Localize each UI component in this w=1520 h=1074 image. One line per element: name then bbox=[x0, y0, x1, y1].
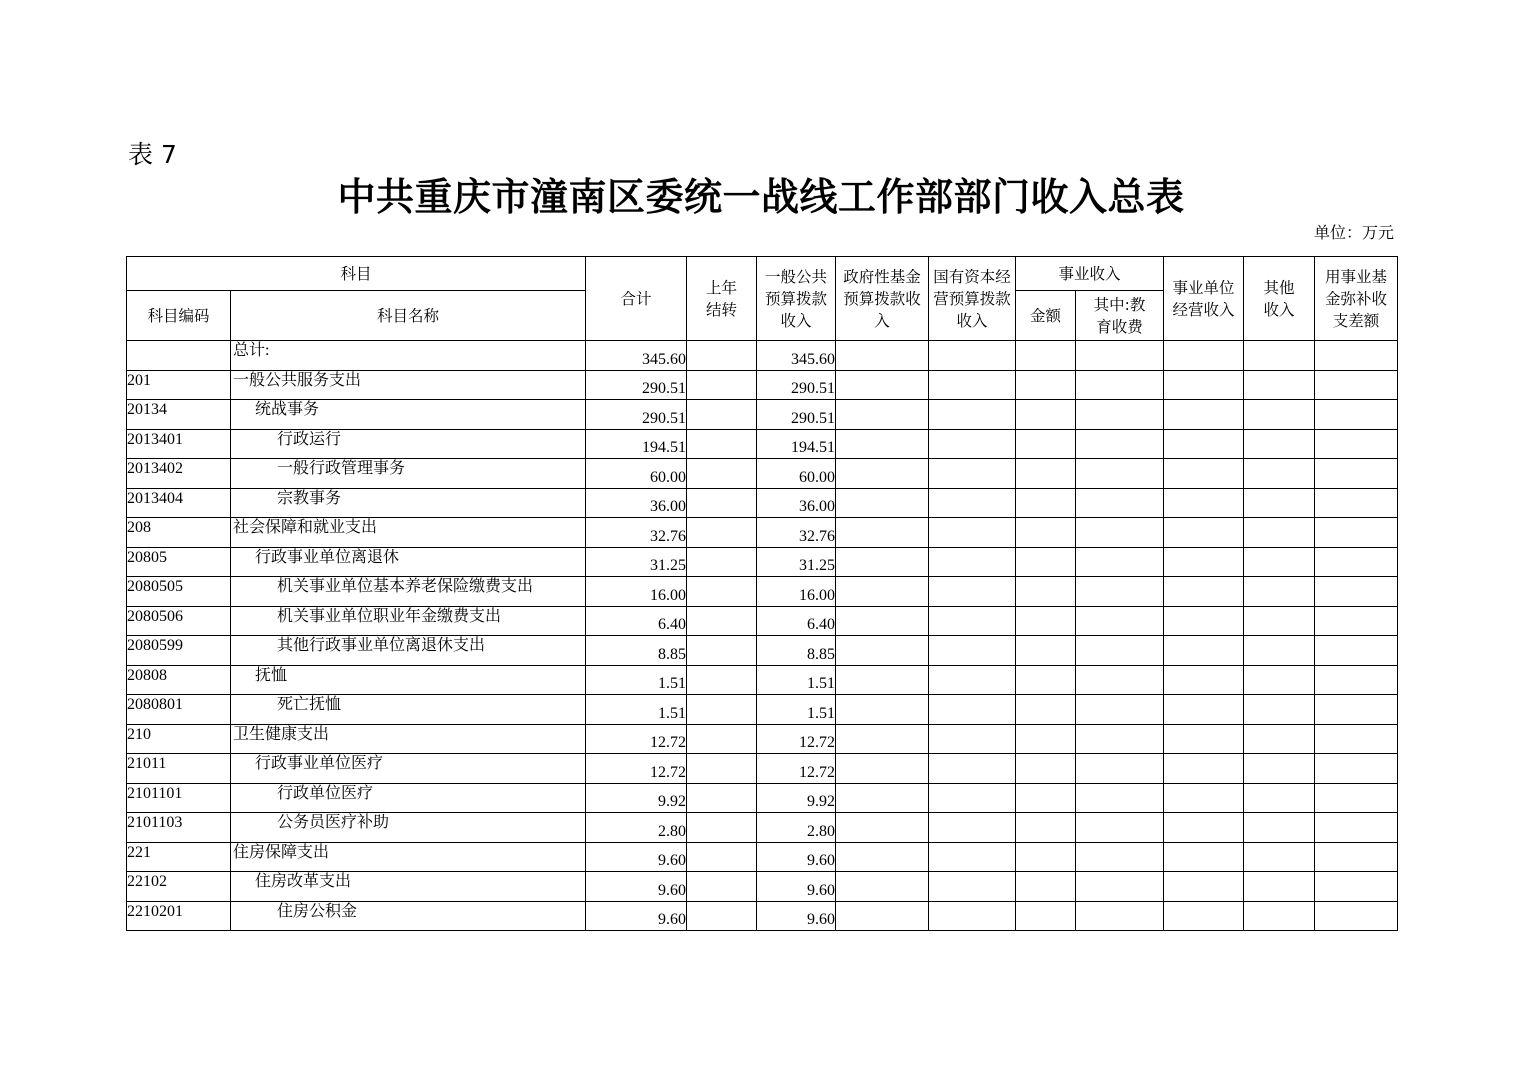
cell-ps-amount bbox=[1016, 488, 1076, 518]
income-summary-table bbox=[126, 256, 1398, 931]
cell-other-income bbox=[1244, 488, 1315, 518]
cell-general-budget: 9.60 bbox=[757, 872, 836, 902]
cell-general-budget: 32.76 bbox=[757, 518, 836, 548]
cell-subject-name: 卫生健康支出 bbox=[231, 724, 586, 754]
cell-ps-amount bbox=[1016, 518, 1076, 548]
cell-other-income bbox=[1244, 341, 1315, 371]
cell-subject-code: 20134 bbox=[127, 400, 231, 430]
header-gov-fund: 政府性基金预算拨款收入 bbox=[836, 257, 929, 341]
cell-carryover bbox=[687, 547, 757, 577]
cell-state-capital bbox=[929, 724, 1016, 754]
cell-gov-fund bbox=[836, 429, 929, 459]
cell-state-capital bbox=[929, 665, 1016, 695]
cell-ps-edu-fee bbox=[1076, 429, 1164, 459]
table-body bbox=[127, 341, 1398, 931]
cell-total: 9.60 bbox=[586, 901, 687, 931]
cell-operating-income bbox=[1164, 606, 1244, 636]
cell-total: 1.51 bbox=[586, 695, 687, 725]
table-row bbox=[127, 577, 1398, 607]
cell-subject-code: 2080505 bbox=[127, 577, 231, 607]
cell-fund-offset bbox=[1315, 341, 1398, 371]
header-other-income: 其他收入 bbox=[1244, 257, 1315, 341]
cell-total: 194.51 bbox=[586, 429, 687, 459]
cell-gov-fund bbox=[836, 783, 929, 813]
cell-ps-amount bbox=[1016, 341, 1076, 371]
header-ps-edu-fee: 其中:教育收费 bbox=[1076, 291, 1164, 341]
cell-state-capital bbox=[929, 636, 1016, 666]
cell-subject-name: 总计: bbox=[231, 341, 586, 371]
header-subject: 科目 bbox=[127, 257, 586, 291]
cell-fund-offset bbox=[1315, 370, 1398, 400]
cell-carryover bbox=[687, 754, 757, 784]
cell-state-capital bbox=[929, 842, 1016, 872]
table-row bbox=[127, 606, 1398, 636]
cell-operating-income bbox=[1164, 400, 1244, 430]
cell-subject-code: 2013401 bbox=[127, 429, 231, 459]
cell-gov-fund bbox=[836, 872, 929, 902]
cell-fund-offset bbox=[1315, 695, 1398, 725]
cell-subject-code: 208 bbox=[127, 518, 231, 548]
cell-ps-edu-fee bbox=[1076, 901, 1164, 931]
cell-gov-fund bbox=[836, 665, 929, 695]
cell-gov-fund bbox=[836, 842, 929, 872]
cell-general-budget: 290.51 bbox=[757, 370, 836, 400]
cell-carryover bbox=[687, 636, 757, 666]
cell-operating-income bbox=[1164, 459, 1244, 489]
cell-subject-code: 2210201 bbox=[127, 901, 231, 931]
cell-fund-offset bbox=[1315, 724, 1398, 754]
cell-general-budget: 9.60 bbox=[757, 842, 836, 872]
header-carryover: 上年结转 bbox=[687, 257, 757, 341]
cell-ps-amount bbox=[1016, 370, 1076, 400]
cell-operating-income bbox=[1164, 577, 1244, 607]
table-row bbox=[127, 488, 1398, 518]
cell-carryover bbox=[687, 341, 757, 371]
cell-carryover bbox=[687, 488, 757, 518]
cell-subject-code: 22102 bbox=[127, 872, 231, 902]
cell-ps-amount bbox=[1016, 665, 1076, 695]
cell-other-income bbox=[1244, 518, 1315, 548]
table-row bbox=[127, 724, 1398, 754]
cell-fund-offset bbox=[1315, 754, 1398, 784]
cell-subject-code: 2080599 bbox=[127, 636, 231, 666]
cell-other-income bbox=[1244, 370, 1315, 400]
cell-total: 6.40 bbox=[586, 606, 687, 636]
cell-total: 1.51 bbox=[586, 665, 687, 695]
cell-other-income bbox=[1244, 901, 1315, 931]
cell-subject-name: 机关事业单位职业年金缴费支出 bbox=[231, 606, 586, 636]
cell-subject-name: 行政运行 bbox=[231, 429, 586, 459]
cell-gov-fund bbox=[836, 547, 929, 577]
cell-subject-code: 21011 bbox=[127, 754, 231, 784]
cell-total: 32.76 bbox=[586, 518, 687, 548]
cell-subject-name: 行政单位医疗 bbox=[231, 783, 586, 813]
cell-general-budget: 16.00 bbox=[757, 577, 836, 607]
cell-operating-income bbox=[1164, 341, 1244, 371]
cell-fund-offset bbox=[1315, 872, 1398, 902]
cell-subject-name: 住房保障支出 bbox=[231, 842, 586, 872]
cell-ps-edu-fee bbox=[1076, 842, 1164, 872]
cell-fund-offset bbox=[1315, 901, 1398, 931]
cell-gov-fund bbox=[836, 370, 929, 400]
cell-operating-income bbox=[1164, 488, 1244, 518]
cell-general-budget: 60.00 bbox=[757, 459, 836, 489]
cell-operating-income bbox=[1164, 872, 1244, 902]
cell-subject-name: 其他行政事业单位离退休支出 bbox=[231, 636, 586, 666]
cell-ps-edu-fee bbox=[1076, 813, 1164, 843]
cell-other-income bbox=[1244, 429, 1315, 459]
cell-subject-name: 统战事务 bbox=[231, 400, 586, 430]
cell-state-capital bbox=[929, 872, 1016, 902]
cell-ps-edu-fee bbox=[1076, 754, 1164, 784]
cell-subject-code: 210 bbox=[127, 724, 231, 754]
cell-operating-income bbox=[1164, 901, 1244, 931]
cell-fund-offset bbox=[1315, 636, 1398, 666]
cell-general-budget: 9.60 bbox=[757, 901, 836, 931]
cell-gov-fund bbox=[836, 577, 929, 607]
cell-operating-income bbox=[1164, 547, 1244, 577]
cell-ps-amount bbox=[1016, 783, 1076, 813]
cell-operating-income bbox=[1164, 665, 1244, 695]
cell-carryover bbox=[687, 724, 757, 754]
cell-general-budget: 1.51 bbox=[757, 695, 836, 725]
cell-general-budget: 2.80 bbox=[757, 813, 836, 843]
cell-carryover bbox=[687, 606, 757, 636]
cell-subject-code: 2013404 bbox=[127, 488, 231, 518]
cell-state-capital bbox=[929, 341, 1016, 371]
cell-ps-amount bbox=[1016, 813, 1076, 843]
cell-total: 8.85 bbox=[586, 636, 687, 666]
cell-carryover bbox=[687, 665, 757, 695]
cell-ps-edu-fee bbox=[1076, 341, 1164, 371]
header-fund-offset: 用事业基金弥补收支差额 bbox=[1315, 257, 1398, 341]
cell-fund-offset bbox=[1315, 488, 1398, 518]
header-operating-income: 事业单位经营收入 bbox=[1164, 257, 1244, 341]
cell-other-income bbox=[1244, 842, 1315, 872]
header-public-service-income: 事业收入 bbox=[1016, 257, 1164, 291]
cell-other-income bbox=[1244, 724, 1315, 754]
cell-state-capital bbox=[929, 370, 1016, 400]
cell-state-capital bbox=[929, 695, 1016, 725]
cell-subject-code: 2080506 bbox=[127, 606, 231, 636]
cell-subject-name: 死亡抚恤 bbox=[231, 695, 586, 725]
cell-gov-fund bbox=[836, 341, 929, 371]
cell-subject-name: 行政事业单位离退休 bbox=[231, 547, 586, 577]
table-row bbox=[127, 695, 1398, 725]
cell-total: 9.60 bbox=[586, 872, 687, 902]
cell-ps-edu-fee bbox=[1076, 636, 1164, 666]
cell-total: 290.51 bbox=[586, 370, 687, 400]
cell-general-budget: 9.92 bbox=[757, 783, 836, 813]
table-number: 表 7 bbox=[128, 140, 177, 169]
cell-ps-amount bbox=[1016, 577, 1076, 607]
cell-state-capital bbox=[929, 901, 1016, 931]
cell-ps-amount bbox=[1016, 459, 1076, 489]
cell-fund-offset bbox=[1315, 400, 1398, 430]
cell-subject-code: 2080801 bbox=[127, 695, 231, 725]
unit-label: 单位：万元 bbox=[1313, 223, 1394, 242]
cell-other-income bbox=[1244, 695, 1315, 725]
cell-ps-amount bbox=[1016, 842, 1076, 872]
table-row bbox=[127, 813, 1398, 843]
cell-other-income bbox=[1244, 813, 1315, 843]
cell-other-income bbox=[1244, 400, 1315, 430]
cell-state-capital bbox=[929, 429, 1016, 459]
cell-general-budget: 12.72 bbox=[757, 754, 836, 784]
cell-fund-offset bbox=[1315, 577, 1398, 607]
cell-ps-edu-fee bbox=[1076, 577, 1164, 607]
cell-gov-fund bbox=[836, 400, 929, 430]
table-row bbox=[127, 370, 1398, 400]
cell-ps-edu-fee bbox=[1076, 370, 1164, 400]
cell-ps-edu-fee bbox=[1076, 606, 1164, 636]
cell-subject-code: 20805 bbox=[127, 547, 231, 577]
cell-state-capital bbox=[929, 488, 1016, 518]
cell-other-income bbox=[1244, 459, 1315, 489]
header-ps-amount: 金额 bbox=[1016, 291, 1076, 341]
cell-subject-name: 社会保障和就业支出 bbox=[231, 518, 586, 548]
cell-operating-income bbox=[1164, 783, 1244, 813]
cell-fund-offset bbox=[1315, 459, 1398, 489]
cell-subject-code: 2101101 bbox=[127, 783, 231, 813]
cell-subject-name: 机关事业单位基本养老保险缴费支出 bbox=[231, 577, 586, 607]
cell-ps-amount bbox=[1016, 547, 1076, 577]
table-row bbox=[127, 518, 1398, 548]
cell-other-income bbox=[1244, 577, 1315, 607]
cell-ps-edu-fee bbox=[1076, 872, 1164, 902]
cell-fund-offset bbox=[1315, 665, 1398, 695]
cell-ps-amount bbox=[1016, 754, 1076, 784]
cell-other-income bbox=[1244, 606, 1315, 636]
cell-ps-amount bbox=[1016, 606, 1076, 636]
cell-subject-name: 行政事业单位医疗 bbox=[231, 754, 586, 784]
cell-total: 290.51 bbox=[586, 400, 687, 430]
cell-fund-offset bbox=[1315, 842, 1398, 872]
cell-total: 16.00 bbox=[586, 577, 687, 607]
document-title: 中共重庆市潼南区委统一战线工作部部门收入总表 bbox=[337, 174, 1185, 219]
cell-fund-offset bbox=[1315, 547, 1398, 577]
cell-total: 31.25 bbox=[586, 547, 687, 577]
cell-fund-offset bbox=[1315, 813, 1398, 843]
header-total: 合计 bbox=[586, 257, 687, 341]
cell-state-capital bbox=[929, 606, 1016, 636]
cell-total: 345.60 bbox=[586, 341, 687, 371]
cell-carryover bbox=[687, 370, 757, 400]
table-row bbox=[127, 665, 1398, 695]
cell-ps-edu-fee bbox=[1076, 518, 1164, 548]
cell-total: 36.00 bbox=[586, 488, 687, 518]
cell-ps-edu-fee bbox=[1076, 724, 1164, 754]
cell-fund-offset bbox=[1315, 783, 1398, 813]
cell-subject-code: 2101103 bbox=[127, 813, 231, 843]
cell-fund-offset bbox=[1315, 518, 1398, 548]
cell-carryover bbox=[687, 577, 757, 607]
cell-operating-income bbox=[1164, 724, 1244, 754]
table-row bbox=[127, 459, 1398, 489]
cell-state-capital bbox=[929, 754, 1016, 784]
cell-ps-edu-fee bbox=[1076, 547, 1164, 577]
cell-general-budget: 36.00 bbox=[757, 488, 836, 518]
cell-operating-income bbox=[1164, 842, 1244, 872]
cell-gov-fund bbox=[836, 724, 929, 754]
cell-subject-code bbox=[127, 341, 231, 371]
cell-gov-fund bbox=[836, 488, 929, 518]
cell-carryover bbox=[687, 813, 757, 843]
cell-gov-fund bbox=[836, 606, 929, 636]
cell-carryover bbox=[687, 459, 757, 489]
cell-carryover bbox=[687, 400, 757, 430]
cell-ps-amount bbox=[1016, 400, 1076, 430]
cell-ps-amount bbox=[1016, 872, 1076, 902]
cell-gov-fund bbox=[836, 636, 929, 666]
table-row bbox=[127, 842, 1398, 872]
cell-ps-edu-fee bbox=[1076, 400, 1164, 430]
header-state-capital: 国有资本经营预算拨款收入 bbox=[929, 257, 1016, 341]
cell-subject-name: 一般行政管理事务 bbox=[231, 459, 586, 489]
cell-subject-name: 公务员医疗补助 bbox=[231, 813, 586, 843]
cell-total: 60.00 bbox=[586, 459, 687, 489]
cell-carryover bbox=[687, 518, 757, 548]
cell-general-budget: 6.40 bbox=[757, 606, 836, 636]
table-row bbox=[127, 783, 1398, 813]
header-general-budget: 一般公共预算拨款收入 bbox=[757, 257, 836, 341]
cell-general-budget: 1.51 bbox=[757, 665, 836, 695]
cell-state-capital bbox=[929, 518, 1016, 548]
cell-carryover bbox=[687, 783, 757, 813]
cell-ps-amount bbox=[1016, 636, 1076, 666]
cell-other-income bbox=[1244, 872, 1315, 902]
cell-subject-name: 住房公积金 bbox=[231, 901, 586, 931]
cell-ps-edu-fee bbox=[1076, 488, 1164, 518]
header-subject-name: 科目名称 bbox=[231, 291, 586, 341]
cell-operating-income bbox=[1164, 518, 1244, 548]
cell-gov-fund bbox=[836, 459, 929, 489]
cell-total: 2.80 bbox=[586, 813, 687, 843]
cell-state-capital bbox=[929, 813, 1016, 843]
table-row bbox=[127, 547, 1398, 577]
cell-general-budget: 290.51 bbox=[757, 400, 836, 430]
cell-total: 9.92 bbox=[586, 783, 687, 813]
table-row bbox=[127, 341, 1398, 371]
cell-carryover bbox=[687, 842, 757, 872]
table-row bbox=[127, 400, 1398, 430]
table-row bbox=[127, 901, 1398, 931]
cell-operating-income bbox=[1164, 636, 1244, 666]
cell-other-income bbox=[1244, 665, 1315, 695]
cell-general-budget: 345.60 bbox=[757, 341, 836, 371]
cell-state-capital bbox=[929, 547, 1016, 577]
cell-carryover bbox=[687, 429, 757, 459]
cell-gov-fund bbox=[836, 754, 929, 784]
cell-other-income bbox=[1244, 547, 1315, 577]
cell-carryover bbox=[687, 901, 757, 931]
cell-total: 12.72 bbox=[586, 754, 687, 784]
cell-operating-income bbox=[1164, 370, 1244, 400]
cell-subject-name: 住房改革支出 bbox=[231, 872, 586, 902]
cell-ps-amount bbox=[1016, 724, 1076, 754]
cell-state-capital bbox=[929, 783, 1016, 813]
header-subject-code: 科目编码 bbox=[127, 291, 231, 341]
cell-ps-edu-fee bbox=[1076, 783, 1164, 813]
cell-total: 9.60 bbox=[586, 842, 687, 872]
cell-fund-offset bbox=[1315, 606, 1398, 636]
cell-other-income bbox=[1244, 636, 1315, 666]
cell-carryover bbox=[687, 695, 757, 725]
cell-subject-code: 20808 bbox=[127, 665, 231, 695]
cell-subject-code: 201 bbox=[127, 370, 231, 400]
cell-state-capital bbox=[929, 400, 1016, 430]
cell-ps-edu-fee bbox=[1076, 665, 1164, 695]
table-row bbox=[127, 872, 1398, 902]
cell-gov-fund bbox=[836, 813, 929, 843]
cell-general-budget: 8.85 bbox=[757, 636, 836, 666]
cell-ps-amount bbox=[1016, 429, 1076, 459]
cell-ps-edu-fee bbox=[1076, 459, 1164, 489]
cell-ps-edu-fee bbox=[1076, 695, 1164, 725]
table-row bbox=[127, 636, 1398, 666]
cell-operating-income bbox=[1164, 754, 1244, 784]
cell-general-budget: 194.51 bbox=[757, 429, 836, 459]
cell-subject-name: 抚恤 bbox=[231, 665, 586, 695]
cell-gov-fund bbox=[836, 518, 929, 548]
cell-gov-fund bbox=[836, 695, 929, 725]
cell-subject-name: 一般公共服务支出 bbox=[231, 370, 586, 400]
cell-state-capital bbox=[929, 459, 1016, 489]
table-row bbox=[127, 429, 1398, 459]
cell-carryover bbox=[687, 872, 757, 902]
table-row bbox=[127, 754, 1398, 784]
cell-operating-income bbox=[1164, 695, 1244, 725]
cell-gov-fund bbox=[836, 901, 929, 931]
cell-general-budget: 12.72 bbox=[757, 724, 836, 754]
cell-subject-name: 宗教事务 bbox=[231, 488, 586, 518]
cell-subject-code: 2013402 bbox=[127, 459, 231, 489]
cell-other-income bbox=[1244, 754, 1315, 784]
cell-fund-offset bbox=[1315, 429, 1398, 459]
cell-state-capital bbox=[929, 577, 1016, 607]
cell-subject-code: 221 bbox=[127, 842, 231, 872]
cell-other-income bbox=[1244, 783, 1315, 813]
cell-general-budget: 31.25 bbox=[757, 547, 836, 577]
cell-operating-income bbox=[1164, 813, 1244, 843]
cell-ps-amount bbox=[1016, 695, 1076, 725]
cell-operating-income bbox=[1164, 429, 1244, 459]
cell-total: 12.72 bbox=[586, 724, 687, 754]
cell-ps-amount bbox=[1016, 901, 1076, 931]
